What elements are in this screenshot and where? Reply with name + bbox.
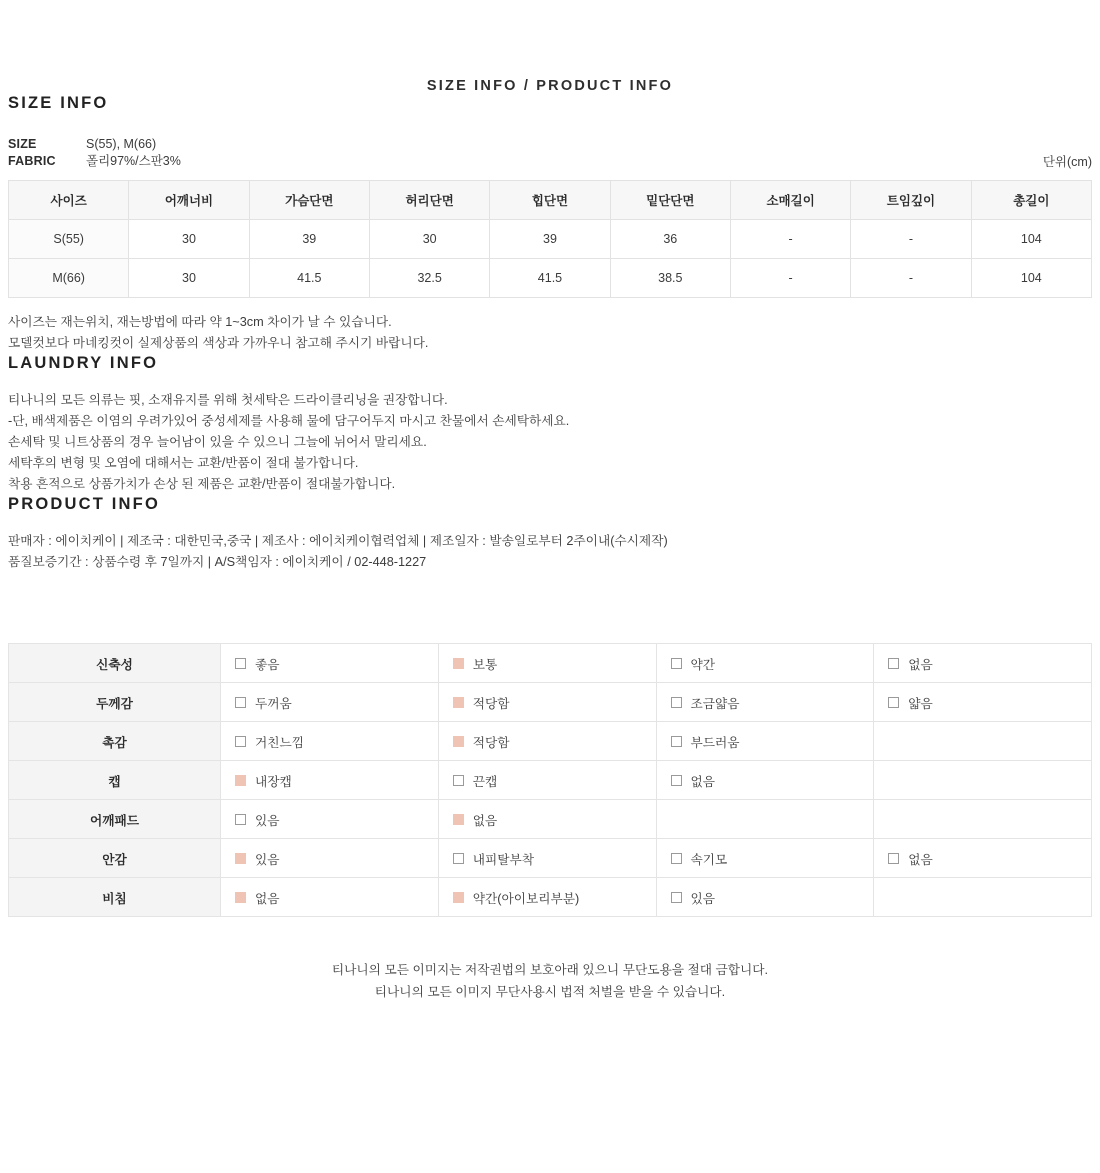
size-table-col-2: 가슴단면: [249, 181, 369, 220]
checkbox-unchecked-icon[interactable]: [235, 736, 246, 747]
section-heading-size-info: SIZE INFO: [8, 94, 109, 112]
section-heading-laundry-info: LAUNDRY INFO: [8, 354, 159, 372]
table-row: [9, 839, 1092, 878]
checkbox-unchecked-icon[interactable]: [671, 736, 682, 747]
laundry-line: 손세탁 및 니트상품의 경우 늘어남이 있을 수 있으니 그늘에 뉘어서 말리세요.: [8, 435, 427, 449]
checkbox-unchecked-icon[interactable]: [235, 814, 246, 825]
checkbox-unchecked-icon[interactable]: [453, 853, 464, 864]
checkbox-unchecked-icon[interactable]: [671, 658, 682, 669]
product-info-body: [8, 531, 1092, 573]
spec-option-1-3: [874, 683, 1092, 722]
spec-option-2-1: [438, 722, 656, 761]
spec-option-2-0: [221, 722, 439, 761]
checkbox-checked-icon[interactable]: [453, 736, 464, 747]
spec-option-label: 없음: [690, 774, 716, 789]
spec-option-label: 있음: [690, 891, 716, 906]
spec-option-0-3: [874, 644, 1092, 683]
spec-option-4-0: [221, 800, 439, 839]
spec-option-4-1: [438, 800, 656, 839]
laundry-info-body: [8, 390, 1092, 495]
checkbox-checked-icon[interactable]: [235, 892, 246, 903]
spec-option-label: 거친느낌: [255, 735, 305, 750]
size-table-col-1: 어깨너비: [129, 181, 249, 220]
spec-option-label: 얇음: [908, 696, 933, 711]
spec-option-label: 끈캡: [472, 774, 498, 789]
cell-1-0: M(66): [9, 259, 129, 298]
spec-option-5-1: [438, 839, 656, 878]
size-table-col-5: 밑단단면: [610, 181, 730, 220]
size-table: [8, 180, 1092, 298]
checkbox-checked-icon[interactable]: [453, 814, 464, 825]
spec-option-1-2: [656, 683, 874, 722]
spec-option-4-2: [656, 800, 874, 839]
spec-option-label: 약간(아이보리부분): [472, 891, 580, 906]
spec-option-2-2: [656, 722, 874, 761]
size-notes: [8, 312, 1092, 354]
spec-option-0-2: [656, 644, 874, 683]
meta-key-fabric: FABRIC: [8, 154, 56, 168]
cell-0-1: 30: [129, 220, 249, 259]
checkbox-checked-icon[interactable]: [235, 775, 246, 786]
spec-option-label: 있음: [255, 852, 280, 867]
spec-option-4-3: [874, 800, 1092, 839]
table-row: [9, 722, 1092, 761]
spec-option-label: 없음: [908, 852, 933, 867]
spec-option-label: 없음: [908, 657, 933, 672]
cell-0-7: -: [851, 220, 971, 259]
table-row: [9, 644, 1092, 683]
cell-1-6: -: [730, 259, 850, 298]
spec-option-6-3: [874, 878, 1092, 917]
laundry-line: -단, 배색제품은 이염의 우려가있어 중성세제를 사용해 물에 담구어두지 마시고 찬물에서 손세탁하세요.: [8, 414, 570, 428]
table-row: [9, 683, 1092, 722]
spec-option-5-0: [221, 839, 439, 878]
spec-option-3-2: [656, 761, 874, 800]
size-table-col-6: 소매길이: [730, 181, 850, 220]
spec-option-label: 조금얇음: [690, 696, 740, 711]
footer-line: 티나니의 모든 이미지 무단사용시 법적 처벌을 받을 수 있습니다.: [374, 985, 726, 999]
checkbox-unchecked-icon[interactable]: [671, 853, 682, 864]
page-title: SIZE INFO / PRODUCT INFO: [426, 78, 674, 94]
cell-1-5: 38.5: [610, 259, 730, 298]
spec-option-6-0: [221, 878, 439, 917]
cell-0-2: 39: [249, 220, 369, 259]
checkbox-unchecked-icon[interactable]: [888, 697, 899, 708]
spec-label-4: 어깨패드: [9, 800, 221, 839]
size-table-header-row: [9, 181, 1092, 220]
cell-0-3: 30: [369, 220, 489, 259]
checkbox-checked-icon[interactable]: [235, 853, 246, 864]
table-row: [9, 259, 1092, 298]
table-row: [9, 878, 1092, 917]
spec-option-label: 없음: [255, 891, 280, 906]
spec-option-label: 두꺼움: [255, 696, 292, 711]
size-table-col-7: 트임깊이: [851, 181, 971, 220]
meta-value-size: S(55), M(66): [86, 137, 157, 151]
cell-1-7: -: [851, 259, 971, 298]
spec-label-1: 두께감: [9, 683, 221, 722]
footer-line: 티나니의 모든 이미지는 저작권법의 보호아래 있으니 무단도용을 절대 금합니다.: [331, 963, 769, 977]
cell-1-1: 30: [129, 259, 249, 298]
cell-1-4: 41.5: [490, 259, 610, 298]
checkbox-unchecked-icon[interactable]: [671, 892, 682, 903]
laundry-line: 세탁후의 변형 및 오염에 대해서는 교환/반품이 절대 불가합니다.: [8, 456, 359, 470]
spec-label-5: 안감: [9, 839, 221, 878]
section-heading-product-info: PRODUCT INFO: [8, 495, 160, 513]
size-table-col-3: 허리단면: [369, 181, 489, 220]
spec-option-6-2: [656, 878, 874, 917]
spec-option-label: 부드러움: [690, 735, 740, 750]
meta-key-size: SIZE: [8, 137, 37, 151]
checkbox-checked-icon[interactable]: [453, 892, 464, 903]
cell-0-6: -: [730, 220, 850, 259]
unit-label: 단위(cm): [1042, 155, 1092, 169]
spec-option-5-2: [656, 839, 874, 878]
spec-option-label: 보통: [472, 657, 498, 672]
size-table-col-4: 힙단면: [490, 181, 610, 220]
size-note-line: 사이즈는 재는위치, 재는방법에 따라 약 1~3cm 차이가 날 수 있습니다.: [8, 315, 392, 329]
checkbox-unchecked-icon[interactable]: [888, 658, 899, 669]
spec-option-3-0: [221, 761, 439, 800]
size-table-col-0: 사이즈: [9, 181, 129, 220]
spec-label-2: 촉감: [9, 722, 221, 761]
checkbox-unchecked-icon[interactable]: [235, 697, 246, 708]
cell-0-5: 36: [610, 220, 730, 259]
spec-option-label: 내피탈부착: [472, 852, 535, 867]
checkbox-unchecked-icon[interactable]: [671, 775, 682, 786]
spec-option-0-1: [438, 644, 656, 683]
spec-option-label: 약간: [690, 657, 716, 672]
product-line: 품질보증기간 : 상품수령 후 7일까지 | A/S책임자 : 에이치케이 / 02-448-1227: [8, 555, 427, 569]
spec-option-label: 속기모: [690, 852, 728, 867]
copyright-footer: [8, 959, 1092, 1039]
meta-value-fabric: 폴리97%/스판3%: [86, 154, 181, 168]
cell-1-3: 32.5: [369, 259, 489, 298]
spec-option-3-1: [438, 761, 656, 800]
product-spec-table: [8, 643, 1092, 917]
meta-row-fabric: [8, 153, 1092, 170]
checkbox-unchecked-icon[interactable]: [888, 853, 899, 864]
spec-option-1-1: [438, 683, 656, 722]
spec-option-5-3: [874, 839, 1092, 878]
checkbox-checked-icon[interactable]: [453, 697, 464, 708]
table-row: [9, 800, 1092, 839]
size-note-line: 모델컷보다 마네킹컷이 실제상품의 색상과 가까우니 참고해 주시기 바랍니다.: [8, 336, 429, 350]
checkbox-unchecked-icon[interactable]: [453, 775, 464, 786]
spec-option-label: 내장캡: [255, 774, 292, 789]
meta-row-size: [8, 136, 1092, 153]
cell-1-2: 41.5: [249, 259, 369, 298]
spec-option-6-1: [438, 878, 656, 917]
spec-label-6: 비침: [9, 878, 221, 917]
spec-label-3: 캡: [9, 761, 221, 800]
checkbox-unchecked-icon[interactable]: [235, 658, 246, 669]
product-line: 판매자 : 에이치케이 | 제조국 : 대한민국,중국 | 제조사 : 에이치케이협력업체 | 제조일자 : 발송일로부터 2주이내(수시제작): [8, 534, 668, 548]
size-fabric-meta: [8, 136, 1092, 170]
spec-option-label: 있음: [255, 813, 280, 828]
spec-option-1-0: [221, 683, 439, 722]
laundry-line: 착용 흔적으로 상품가치가 손상 된 제품은 교환/반품이 절대불가합니다.: [8, 477, 396, 491]
spec-option-0-0: [221, 644, 439, 683]
cell-0-4: 39: [490, 220, 610, 259]
spec-label-0: 신축성: [9, 644, 221, 683]
spec-option-label: 없음: [472, 813, 498, 828]
spec-option-label: 적당함: [472, 735, 510, 750]
checkbox-checked-icon[interactable]: [453, 658, 464, 669]
cell-0-8: 104: [971, 220, 1091, 259]
checkbox-unchecked-icon[interactable]: [671, 697, 682, 708]
cell-1-8: 104: [971, 259, 1091, 298]
spec-option-label: 적당함: [472, 696, 510, 711]
cell-0-0: S(55): [9, 220, 129, 259]
table-row: [9, 220, 1092, 259]
spec-option-label: 좋음: [255, 657, 280, 672]
spec-option-3-3: [874, 761, 1092, 800]
size-table-col-8: 총길이: [971, 181, 1091, 220]
content-wrap: [0, 94, 1100, 1039]
spec-option-2-3: [874, 722, 1092, 761]
table-row: [9, 761, 1092, 800]
laundry-line: 티나니의 모든 의류는 핏, 소재유지를 위해 첫세탁은 드라이클리닝을 권장합니다.: [8, 393, 448, 407]
